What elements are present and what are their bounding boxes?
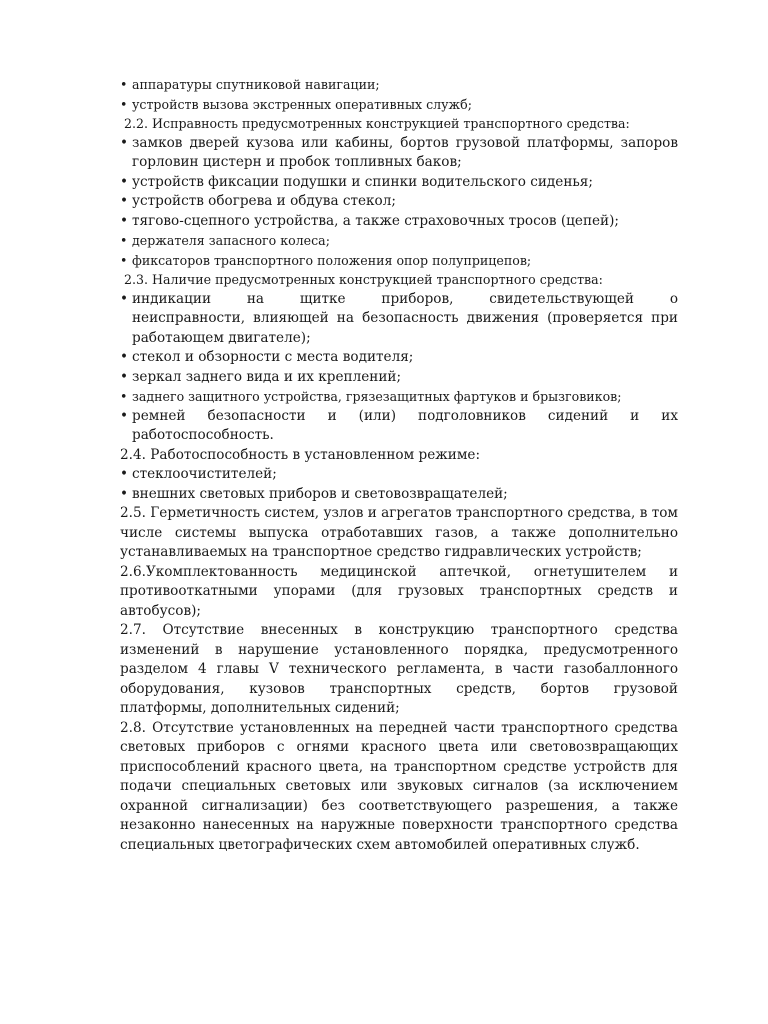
list-item: • зеркал заднего вида и их креплений; <box>120 368 678 388</box>
paragraph-line: приспособлений красного цвета, на транспортном средстве устройств для <box>120 758 678 775</box>
paragraph-line: световых приборов с огнями красного цвета или световозвращающих <box>120 739 678 755</box>
list-item: • заднего защитного устройства, грязезащитных фартуков и брызговиков; <box>120 387 678 407</box>
paragraph-line: подачи специальных световых или звуковых сигналов (за исключением <box>120 778 678 794</box>
list-item: • внешних световых приборов и световозвращателей; <box>120 485 678 505</box>
list-item: • стекол и обзорности с места водителя; <box>120 348 678 368</box>
list-item: • стеклоочистителей; <box>120 465 678 485</box>
paragraph-line: 2.7. Отсутствие внесенных в конструкцию транспортного средства <box>120 622 678 638</box>
paragraph-line: платформы, дополнительных сидений; <box>120 700 400 716</box>
list-item: • ремней безопасности и (или) подголовников сидений и их <box>120 407 678 427</box>
list-item: • аппаратуры спутниковой навигации; <box>120 75 678 95</box>
section-heading: 2.3. Наличие предусмотренных конструкцией транспортного средства: <box>124 272 603 287</box>
list-item: • устройств обогрева и обдува стекол; <box>120 192 678 212</box>
list-item: • индикации на щитке приборов, свидетельствующей о <box>120 290 678 310</box>
section-heading: 2.2. Исправность предусмотренных конструкцией транспортного средства: <box>124 116 630 131</box>
paragraph-line: устанавливаемых на транспортное средство гидравлических устройств; <box>120 544 642 560</box>
list-item-continuation: горловин цистерн и пробок топливных баков; <box>132 154 462 170</box>
paragraph-line: охранной сигнализации) без соответствующего разрешения, а также <box>120 797 678 814</box>
list-item: • фиксаторов транспортного положения опор полуприцепов; <box>120 251 678 271</box>
paragraph-line: автобусов); <box>120 602 201 619</box>
list-item: • устройств фиксации подушки и спинки водительского сиденья; <box>120 173 678 193</box>
paragraph-line: изменений в нарушение установленного порядка, предусмотренного <box>120 641 678 658</box>
paragraph-line: оборудования, кузовов транспортных средств, бортов грузовой <box>120 680 678 697</box>
list-item-continuation: работоспособность. <box>132 427 274 443</box>
section-heading: 2.4. Работоспособность в установленном режиме: <box>120 446 481 463</box>
paragraph-line: незаконно нанесенных на наружные поверхности транспортного средства <box>120 817 678 833</box>
list-item: • устройств вызова экстренных оперативных служб; <box>120 95 678 115</box>
list-item: • замков дверей кузова или кабины, бортов грузовой платформы, запоров <box>120 134 678 154</box>
paragraph-line: специальных цветографических схем автомобилей оперативных служб. <box>120 836 640 853</box>
paragraph-line: разделом 4 главы V технического регламента, в части газобаллонного <box>120 661 678 677</box>
paragraph-line: противооткатными упорами (для грузовых транспортных средств и <box>120 583 678 599</box>
document-text-block <box>120 75 678 855</box>
list-item-continuation: работающем двигателе); <box>132 329 311 346</box>
paragraph-line: 2.5. Герметичность систем, узлов и агрегатов транспортного средства, в том <box>120 505 678 521</box>
paragraph-line: числе системы выпуска отработавших газов, а также дополнительно <box>120 524 678 541</box>
paragraph-line: 2.8. Отсутствие установленных на передней части транспортного средства <box>120 719 678 736</box>
list-item: • тягово-сцепного устройства, а также страховочных тросов (цепей); <box>120 212 678 232</box>
paragraph-line: 2.6.Укомплектованность медицинской аптечкой, огнетушителем и <box>120 563 678 580</box>
list-item: • держателя запасного колеса; <box>120 231 678 251</box>
list-item-continuation: неисправности, влияющей на безопасность движения (проверяется при <box>132 310 678 326</box>
